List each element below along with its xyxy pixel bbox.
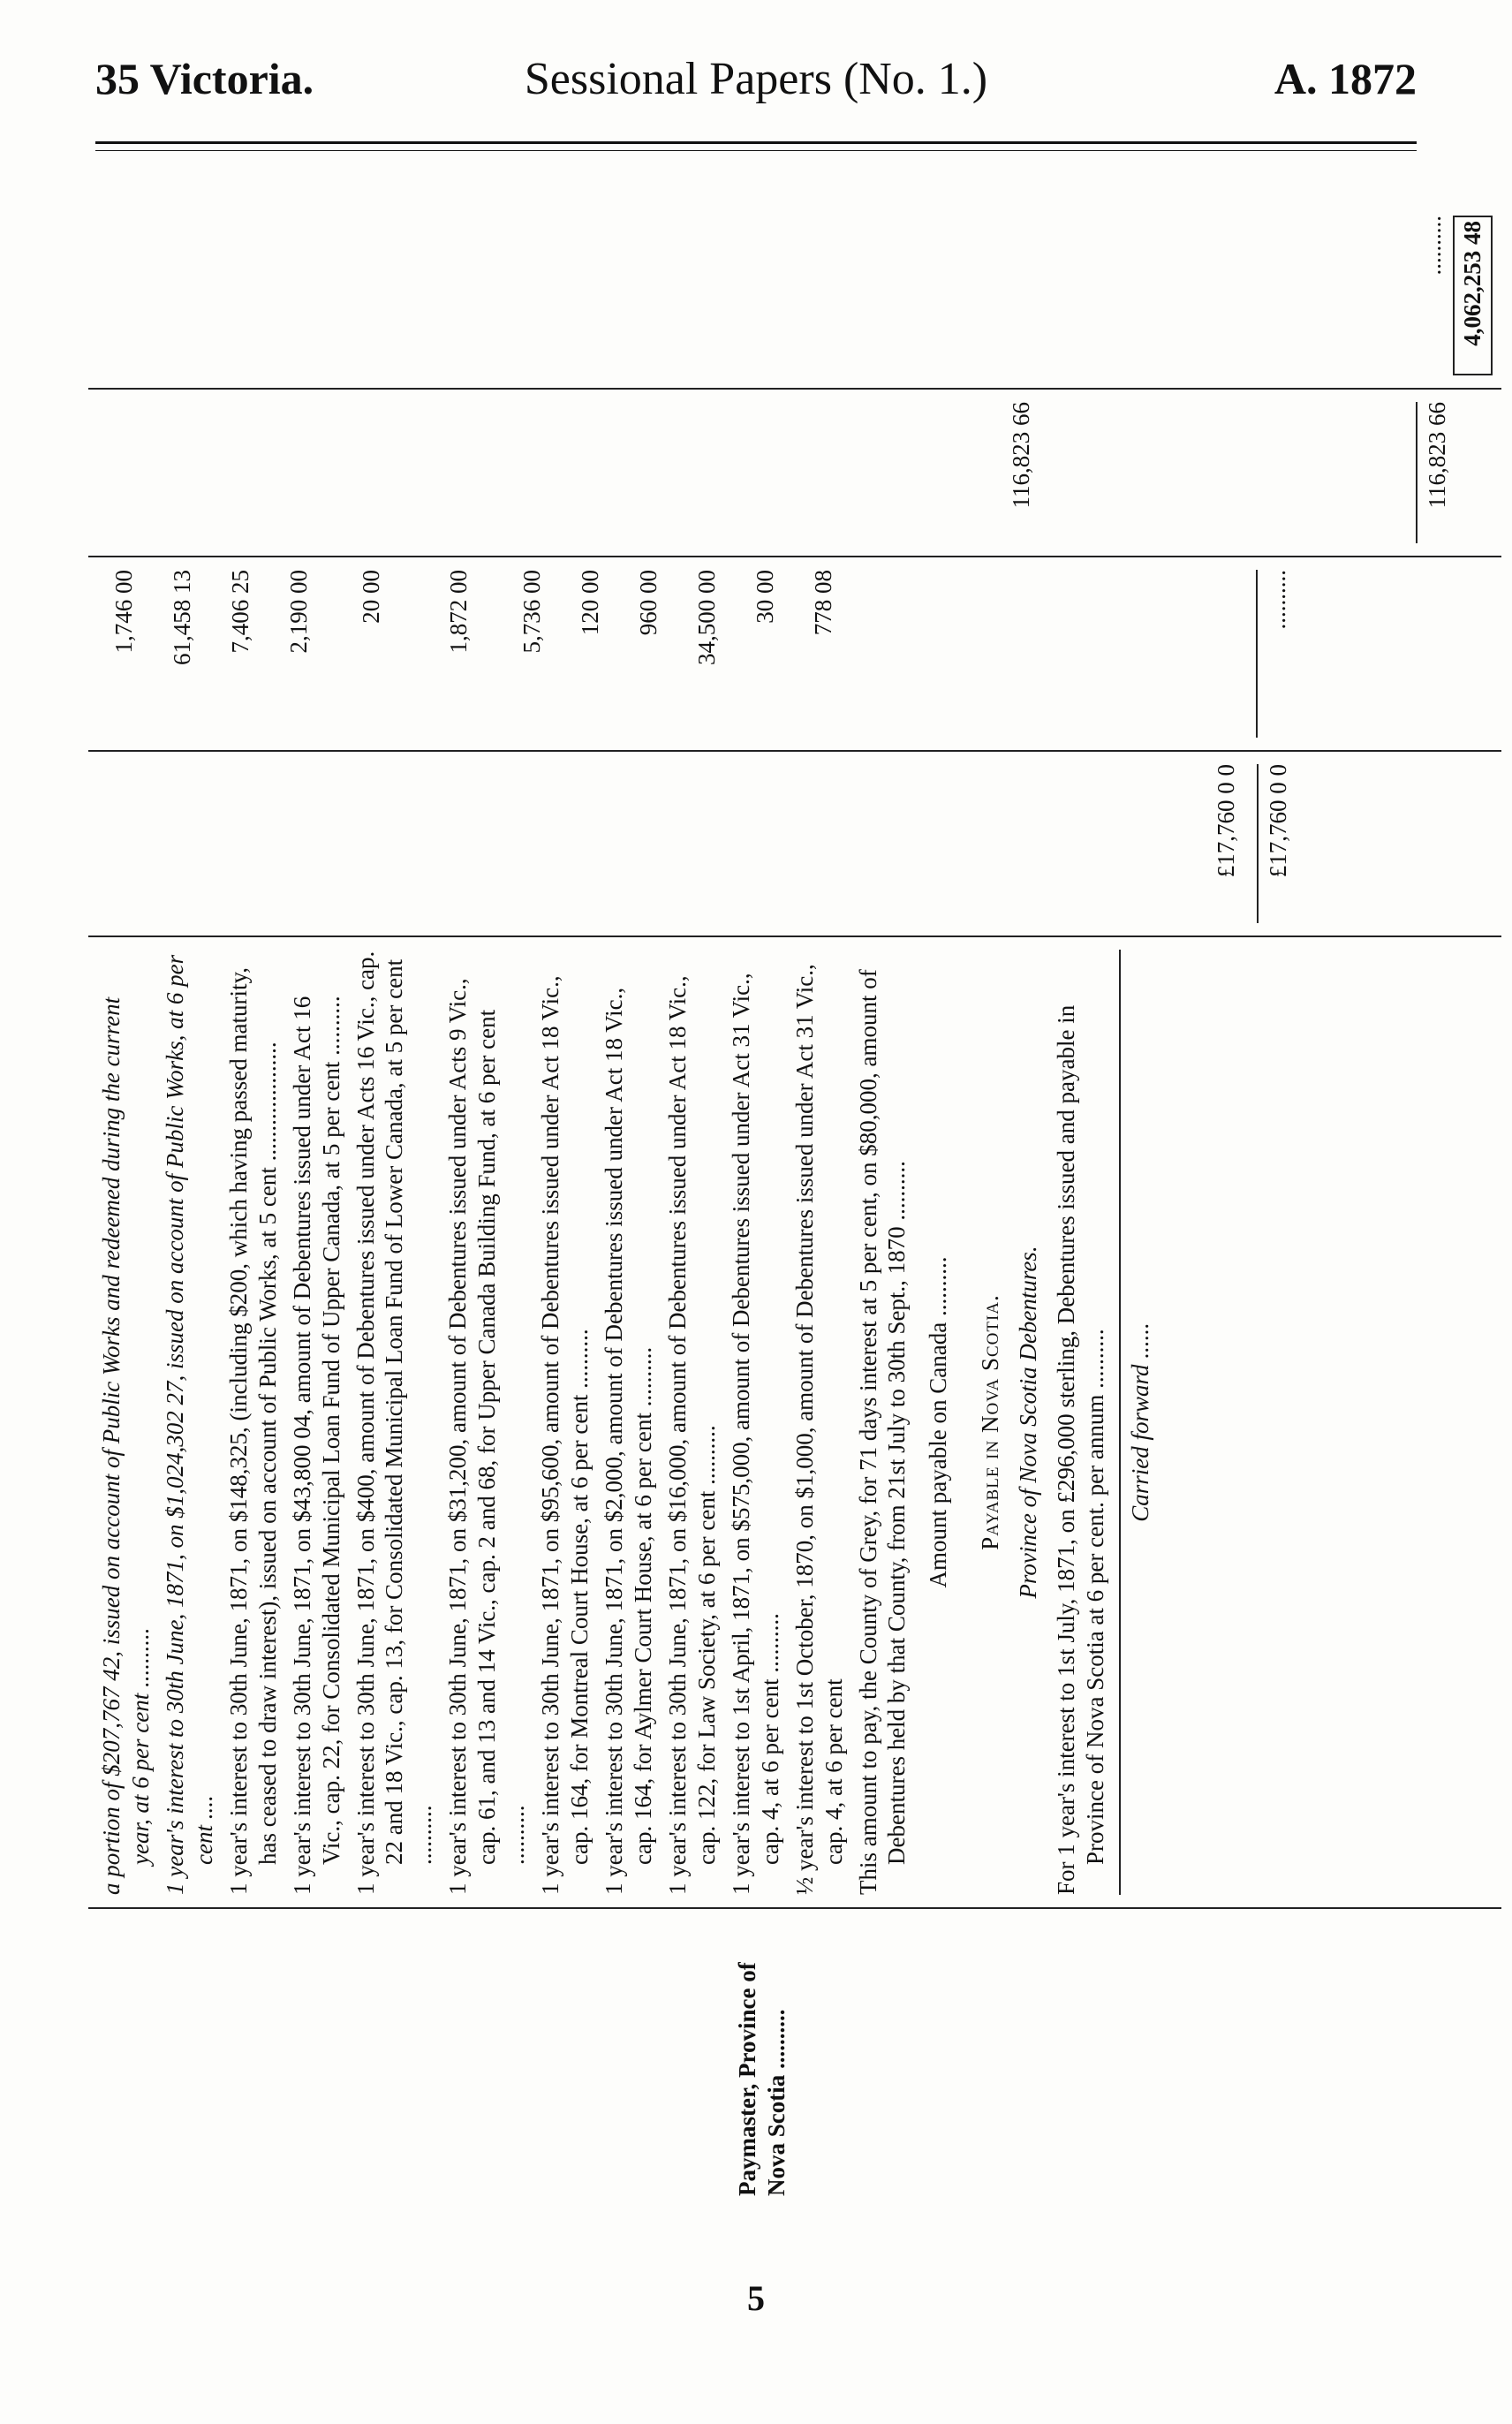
payee-name: Paymaster, Province of Nova Scotia .......... <box>734 1962 790 2196</box>
entry-text: This amount to pay, the County of Grey, for 71 days interest at 5 per cent, on $80,000, amount of Debentures held by that County, from 21st July to 30th Sept., 1870 .......... <box>854 969 911 1895</box>
ns-entry: For 1 year's interest to 1st July, 1871, on £296,000 sterling, Debentures issued and payable in Province of Nova Scotia at 6 per cent. per annum .......... <box>1053 1004 1109 1895</box>
section-subheading: Province of Nova Scotia Debentures. <box>1015 1246 1042 1599</box>
payee-cell <box>88 1908 1501 2208</box>
entry-amount: 34,500 00 <box>693 570 720 665</box>
carried-sterling: £17,760 0 0 <box>1257 764 1293 923</box>
description-cell <box>88 936 1501 1908</box>
entry-text: 1 year's interest to 30th June, 1871, on $400, amount of Debentures issued under Acts 16 Vic., cap. 22 and 18 Vic., cap. 13, for Consolidated Municipal Loan Fund of Lower Canada, at 5 per cent .......... <box>352 951 437 1895</box>
entry-text: 1 year's interest to 30th June, 1871, on $2,000, amount of Debentures issued under Act 18 Vic., cap. 164, for Aylmer Court House, at 6 per cent .......... <box>601 987 656 1895</box>
sterling-cell <box>88 751 1501 936</box>
entry-amount: 960 00 <box>635 570 662 636</box>
carried-total: 4,062,253 48 <box>1453 216 1493 375</box>
header-title: Sessional Papers (No. 1.) <box>524 54 988 104</box>
entry-amount: 1,872 00 <box>445 570 472 654</box>
rotated-ledger <box>88 203 1486 2208</box>
header-session: 35 Victoria. <box>95 54 314 103</box>
entry-text: 1 year's interest to 30th June, 1871, on $1,024,302 27, issued on account of Public Works, at 6 per cent .... <box>161 954 217 1895</box>
entry-text: a portion of $207,767 42, issued on account of Public Works and redeemed during the current year, at 6 per cent .......... <box>98 996 154 1895</box>
entry-text: 1 year's interest to 1st April, 1871, on $575,000, amount of Debentures issued under Act 31 Vic., cap. 4, at 6 per cent .......... <box>727 973 783 1895</box>
entry-amount: 61,458 13 <box>169 570 195 665</box>
entry-amount: 7,406 25 <box>227 570 253 654</box>
entry-text: 1 year's interest to 30th June, 1871, on $148,325, (including $200, which having passed maturity, has ceased to draw interest), issued on account of Public Works, at 5 cent .................... <box>224 967 281 1895</box>
amount-payable-label: Amount payable on Canada .......... <box>925 1256 952 1588</box>
amount-payable-value: 116,823 66 <box>1008 402 1034 509</box>
section-heading: Payable in Nova Scotia. <box>977 1294 1004 1550</box>
entry-text: 1 year's interest to 30th June, 1871, on $95,600, amount of Debentures issued under Act 18 Vic., cap. 164, for Montreal Court House, at 6 per cent .......... <box>537 975 593 1895</box>
items-cell <box>88 557 1501 751</box>
entry-amount: 5,736 00 <box>518 570 545 654</box>
carried-dots: .......... <box>1256 570 1292 738</box>
subtotal-cell <box>88 389 1501 557</box>
header-year: A. 1872 <box>1274 54 1417 103</box>
entry-amount: 778 08 <box>810 570 836 636</box>
carried-forward-label: Carried forward ...... <box>1119 950 1155 1895</box>
entry-amount: 2,190 00 <box>285 570 312 654</box>
amount-list <box>97 570 850 738</box>
header-rule-thin <box>95 150 1417 151</box>
entry-list <box>97 950 911 1895</box>
entry-text: 1 year's interest to 30th June, 1871, on $16,000, amount of Debentures issued under Act 18 Vic., cap. 122, for Law Society, at 6 per cent .......... <box>663 975 720 1895</box>
entry-text: 1 year's interest to 30th June, 1871, on $31,200, amount of Debentures issued under Acts 9 Vic., cap. 61, and 13 and 14 Vic., cap. 2 and 68, for Upper Canada Building Fund, at 6 per cent .......... <box>444 978 530 1895</box>
entry-amount: 30 00 <box>752 570 778 624</box>
page-number: 5 <box>747 2278 765 2318</box>
carried-subtotal: 116,823 66 <box>1416 402 1452 543</box>
entry-text: 1 year's interest to 30th June, 1871, on $43,800 04, amount of Debentures issued under Act 16 Vic., cap. 22, for Consolidated Municipal Loan Fund of Upper Canada, at 5 per cent .......... <box>288 996 344 1895</box>
ledger-table <box>88 203 1501 2208</box>
entry-text: ½ year's interest to 1st October, 1870, on $1,000, amount of Debentures issued under Act 31 Vic., cap. 4, at 6 per cent <box>790 964 847 1895</box>
total-cell <box>88 203 1501 389</box>
ledger-row <box>88 203 1501 2208</box>
carried-dots-2: .......... <box>1419 216 1446 276</box>
entry-amount: 20 00 <box>358 570 384 624</box>
entry-amount: 120 00 <box>577 570 603 636</box>
header-rule-thick <box>95 141 1417 144</box>
entry-amount: 1,746 00 <box>110 570 137 654</box>
ns-sterling: £17,760 0 0 <box>1213 764 1239 878</box>
